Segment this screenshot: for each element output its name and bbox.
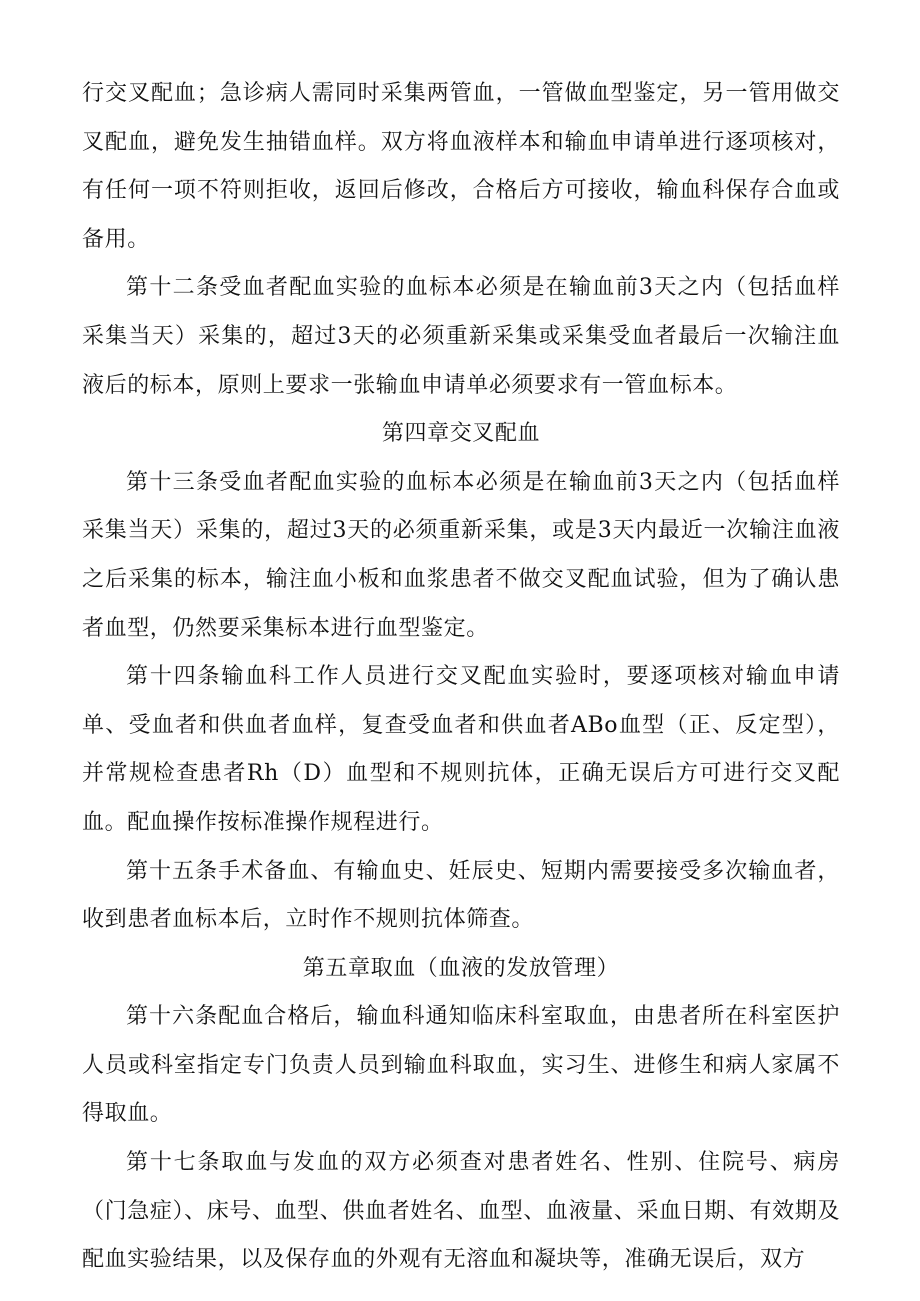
article-12: 第十二条受血者配血实验的血标本必须是在输血前3天之内（包括血样采集当天）采集的，超过3天的必须重新采集或采集受血者最后一次输注血液后的标本，原则上要求一张输血申请单必须要求有一管血标本。 [82,275,840,398]
article-17: 第十七条取血与发血的双方必须查对患者姓名、性别、住院号、病房（门急症）、床号、血型、供血者姓名、血型、血液量、采血日期、有效期及配血实验结果，以及保存血的外观有无溶血和凝块等，准确无误后，双方 [82,1150,840,1273]
document-body [82,70,840,1285]
chapter-4-heading: 第四章交叉配血 [381,421,541,447]
article-16: 第十六条配血合格后，输血科通知临床科室取血，由患者所在科室医护人员或科室指定专门负责人员到输血科取血，实习生、进修生和病人家属不得取血。 [82,1004,840,1127]
chapter-5-heading: 第五章取血（血液的发放管理） [302,955,620,981]
article-14: 第十四条输血科工作人员进行交叉配血实验时，要逐项核对输血申请单、受血者和供血者血样，复查受血者和供血者ABo血型（正、反定型），并常规检查患者Rh（D）血型和不规则抗体，正确无误后方可进行交叉配血。配血操作按标准操作规程进行。 [82,664,840,835]
article-13: 第十三条受血者配血实验的血标本必须是在输血前3天之内（包括血样采集当天）采集的，超过3天的必须重新采集，或是3天内最近一次输注血液之后采集的标本，输注血小板和血浆患者不做交叉配血试验，但为了确认患者血型，仍然要采集标本进行血型鉴定。 [82,469,840,641]
article-15: 第十五条手术备血、有输血史、妊辰史、短期内需要接受多次输血者，收到患者血标本后，立时作不规则抗体筛查。 [82,858,840,933]
paragraph-continuation: 行交叉配血；急诊病人需同时采集两管血，一管做血型鉴定，另一管用做交叉配血，避免发生抽错血样。双方将血液样本和输血申请单进行逐项核对，有任何一项不符则拒收，返回后修改，合格后方可接收，输血科保存合血或备用。 [82,81,840,252]
